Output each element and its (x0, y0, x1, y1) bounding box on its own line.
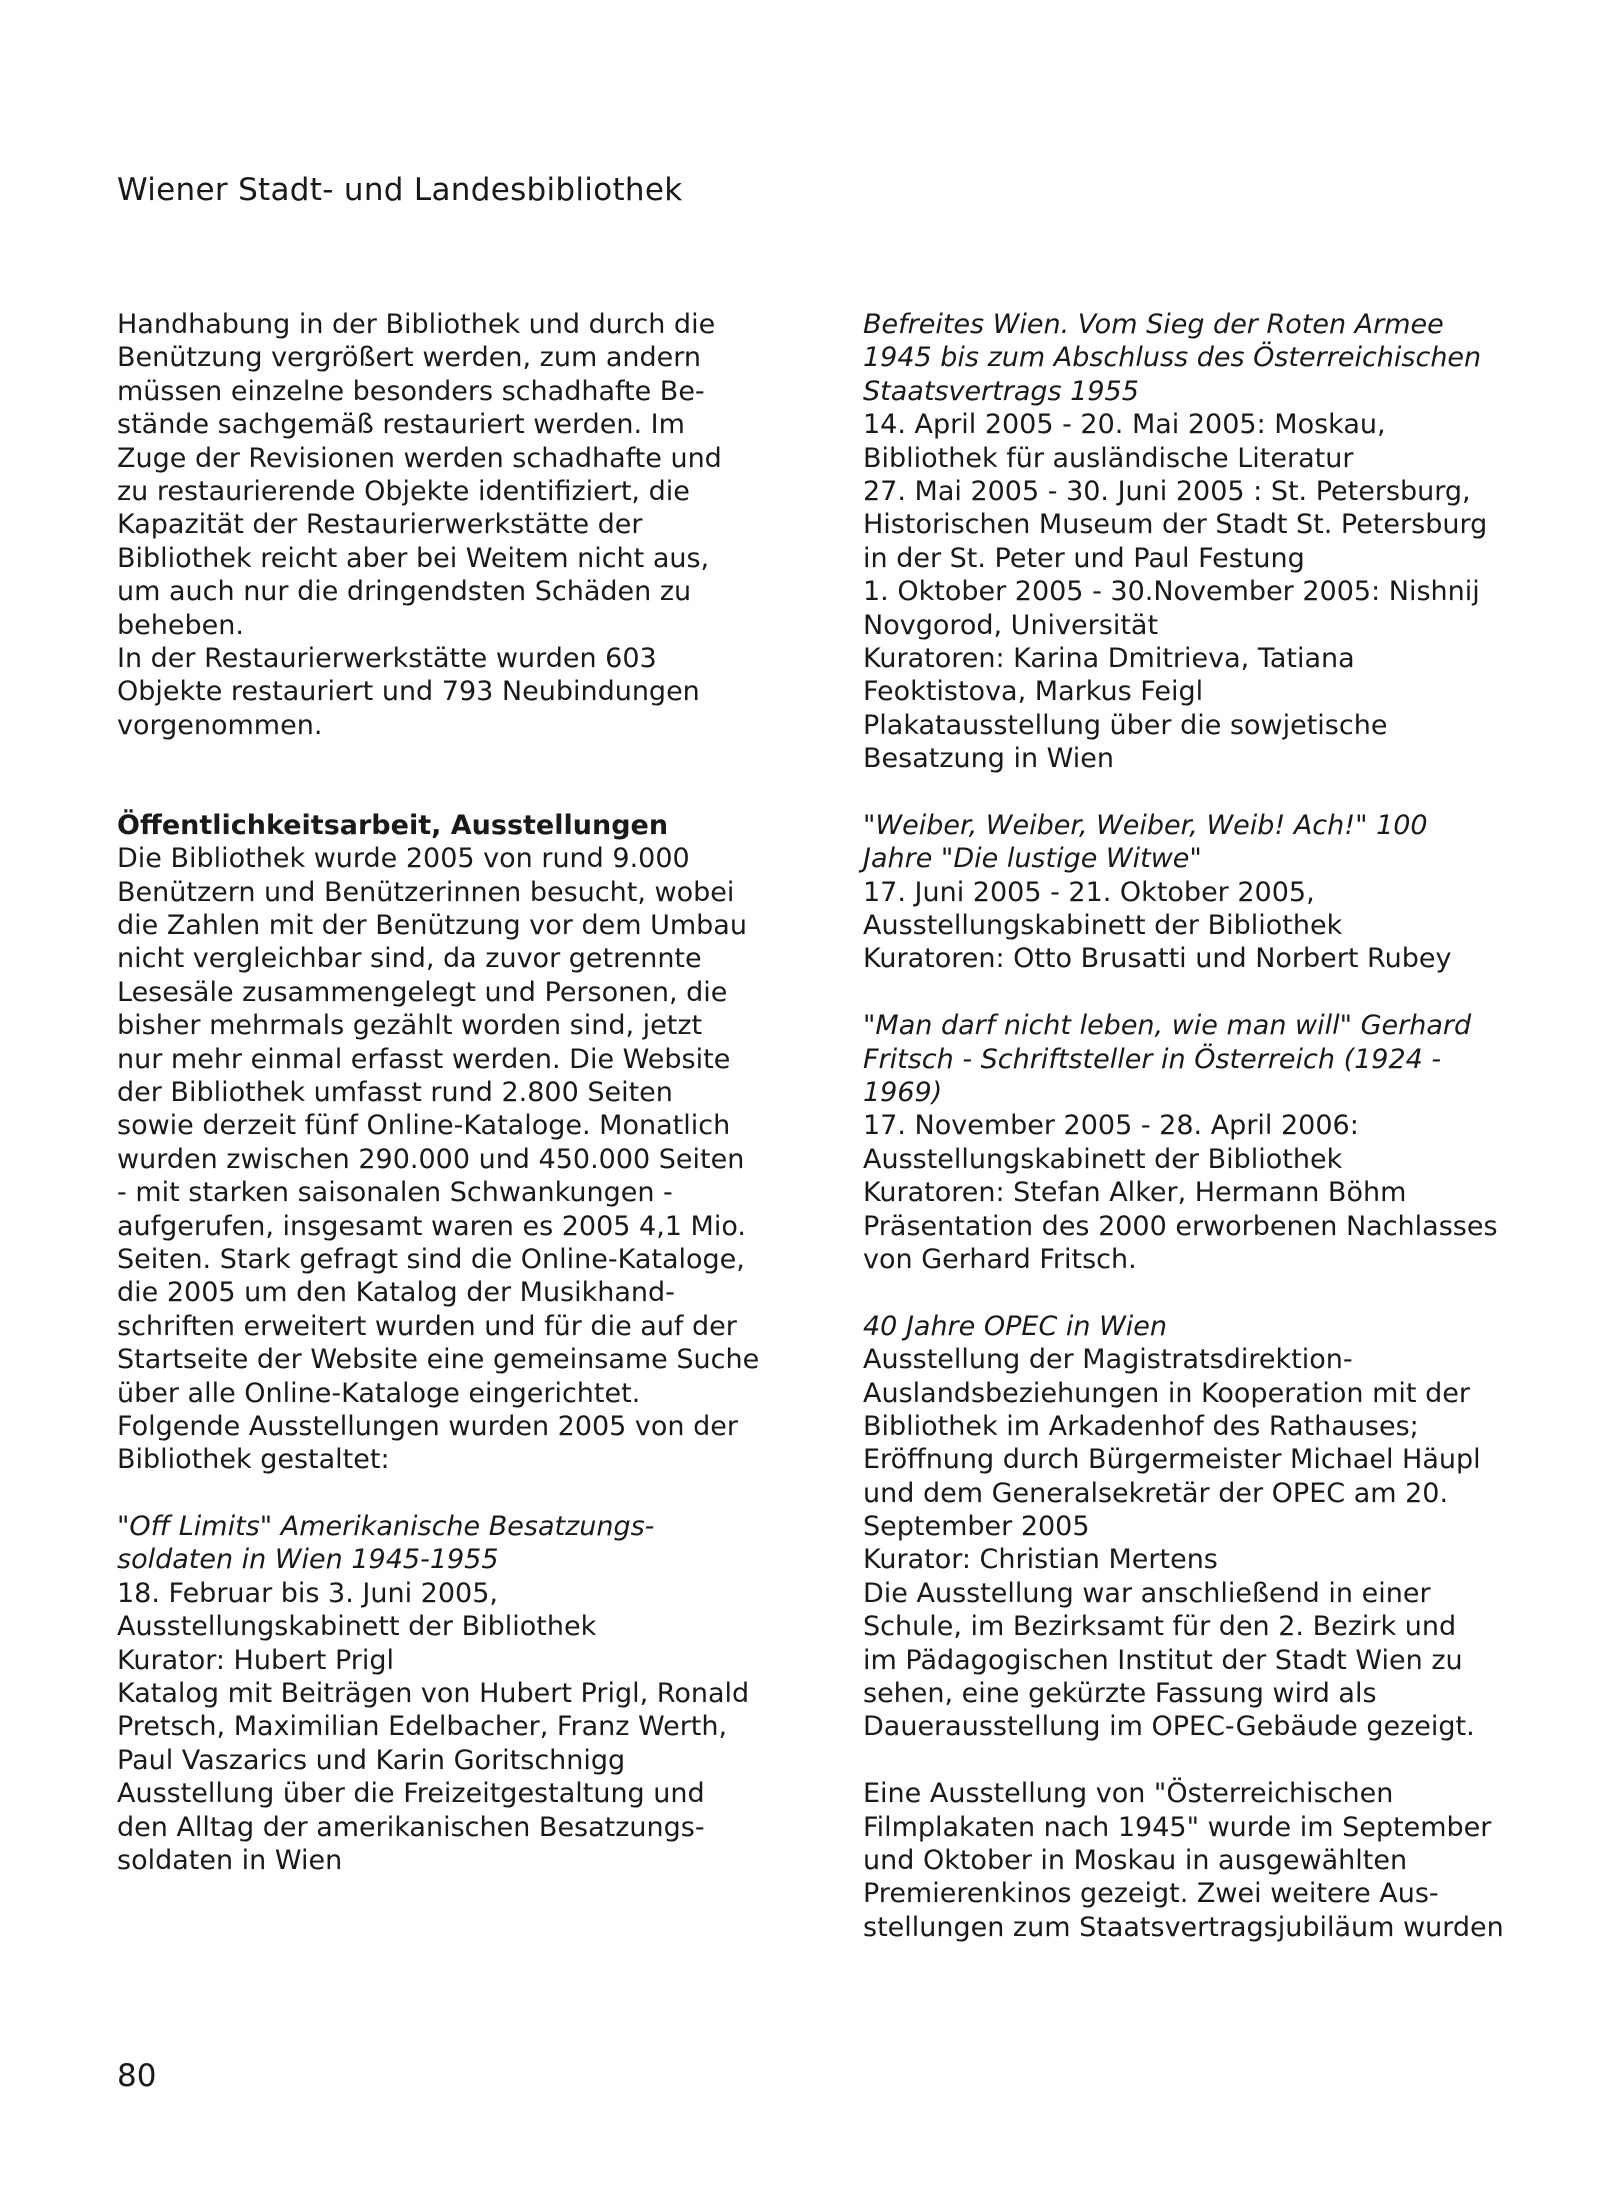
text-line: in der St. Peter und Paul Festung (863, 542, 1305, 574)
exhibition-title-line: soldaten in Wien 1945-1955 (117, 1544, 499, 1576)
text-line: Plakatausstellung über die sowjetische (863, 709, 1388, 741)
text-line: aufgerufen, insgesamt waren es 2005 4,1 Mio. (117, 1210, 746, 1242)
text-line: Objekte restauriert und 793 Neubindungen (117, 676, 700, 708)
text-line: über alle Online-Kataloge eingerichtet. (117, 1377, 641, 1409)
text-line: Auslandsbeziehungen in Kooperation mit der (863, 1377, 1470, 1409)
text-line: Ausstellung der Magistratsdirektion- (863, 1344, 1353, 1376)
paragraph-gap (863, 976, 1543, 1009)
text-line: Dauerausstellung im OPEC-Gebäude gezeigt. (863, 1711, 1475, 1743)
text-line: nur mehr einmal erfasst werden. Die Website (117, 1043, 731, 1075)
text-line: im Pädagogischen Institut der Stadt Wien zu (863, 1644, 1463, 1676)
text-line: Kapazität der Restaurierwerkstätte der (117, 509, 643, 541)
text-line: Handhabung in der Bibliothek und durch die (117, 309, 716, 340)
paragraph-gap (117, 1477, 797, 1510)
text-line: die Zahlen mit der Benützung vor dem Umbau (117, 910, 747, 942)
text-line: Bibliothek gestaltet: (117, 1444, 390, 1476)
paragraph-gap (117, 742, 797, 775)
left-column (117, 308, 797, 1877)
paragraph-gap (863, 1744, 1543, 1777)
text-line: beheben. (117, 609, 244, 641)
text-line: müssen einzelne besonders schadhafte Be- (117, 375, 705, 407)
text-line: Kurator: Christian Mertens (863, 1544, 1218, 1576)
text-line: Ausstellungskabinett der Bibliothek (863, 910, 1343, 942)
text-line: Eröffnung durch Bürgermeister Michael Häupl (863, 1444, 1481, 1476)
text-line: Folgende Ausstellungen wurden 2005 von der (117, 1410, 738, 1442)
text-line: Ausstellungskabinett der Bibliothek (117, 1611, 597, 1643)
text-line: Seiten. Stark gefragt sind die Online-Kataloge, (117, 1243, 745, 1275)
exhibition-title-line: 1969) (863, 1076, 943, 1108)
exhibition-title-line: "Man darf nicht leben, wie man will" Gerhard (863, 1010, 1472, 1042)
text-line: zu restaurierende Objekte identifiziert, die (117, 475, 690, 507)
text-line: sowie derzeit fünf Online-Kataloge. Monatlich (117, 1110, 731, 1142)
text-line: - mit starken saisonalen Schwankungen - (117, 1177, 673, 1209)
text-line: 27. Mai 2005 - 30. Juni 2005 : St. Petersburg, (863, 475, 1471, 507)
text-line: Präsentation des 2000 erworbenen Nachlasses (863, 1210, 1498, 1242)
exhibition-title-line: Fritsch - Schriftsteller in Österreich (1924 - (863, 1043, 1442, 1075)
text-line: In der Restaurierwerkstätte wurden 603 (117, 642, 657, 674)
text-line: Bibliothek reicht aber bei Weitem nicht aus, (117, 542, 710, 574)
paragraph-gap (117, 775, 797, 808)
text-line: Benützern und Benützerinnen besucht, wobei (117, 876, 735, 908)
section-heading: Öffentlichkeitsarbeit, Ausstellungen (117, 809, 669, 841)
text-line: Bibliothek für ausländische Literatur (863, 442, 1354, 474)
running-header: Wiener Stadt- und Landesbibliothek (117, 172, 683, 208)
text-line: Lesesäle zusammengelegt und Personen, die (117, 976, 728, 1008)
text-line: stellungen zum Staatsvertragsjubiläum wurden (863, 1911, 1504, 1943)
paragraph-gap (863, 775, 1543, 808)
text-line: Kuratoren: Karina Dmitrieva, Tatiana (863, 642, 1355, 674)
text-line: Kurator: Hubert Prigl (117, 1644, 395, 1676)
text-line: 18. Februar bis 3. Juni 2005, (117, 1577, 498, 1609)
text-line: schriften erweitert wurden und für die auf der (117, 1310, 737, 1342)
text-line: Feoktistova, Markus Feigl (863, 676, 1204, 708)
text-line: Filmplakaten nach 1945" wurde im September (863, 1811, 1492, 1843)
text-line: Kuratoren: Stefan Alker, Hermann Böhm (863, 1177, 1407, 1209)
text-line: von Gerhard Fritsch. (863, 1243, 1137, 1275)
text-line: 17. November 2005 - 28. April 2006: (863, 1110, 1359, 1142)
text-line: Historischen Museum der Stadt St. Petersburg (863, 509, 1488, 541)
text-line: Bibliothek im Arkadenhof des Rathauses; (863, 1410, 1419, 1442)
text-line: Kuratoren: Otto Brusatti und Norbert Rubey (863, 943, 1452, 975)
page-number: 80 (117, 2058, 157, 2094)
text-line: und Oktober in Moskau in ausgewählten (863, 1844, 1408, 1876)
exhibition-title-line: 40 Jahre OPEC in Wien (863, 1310, 1168, 1342)
text-line: Ausstellungskabinett der Bibliothek (863, 1143, 1343, 1175)
text-line: Schule, im Bezirksamt für den 2. Bezirk und (863, 1611, 1457, 1643)
text-line: Katalog mit Beiträgen von Hubert Prigl, Ronald (117, 1678, 750, 1710)
text-line: Premierenkinos gezeigt. Zwei weitere Aus- (863, 1878, 1439, 1910)
right-column (863, 308, 1543, 1944)
exhibition-title-line: Jahre "Die lustige Witwe" (863, 843, 1202, 875)
text-line: sehen, eine gekürzte Fassung wird als (863, 1678, 1377, 1710)
exhibition-title-line: Staatsvertrags 1955 (863, 375, 1139, 407)
exhibition-title-line: Befreites Wien. Vom Sieg der Roten Armee (863, 309, 1444, 340)
text-line: Besatzung in Wien (863, 743, 1114, 775)
text-line: 14. April 2005 - 20. Mai 2005: Moskau, (863, 409, 1386, 441)
exhibition-title-line: "Weiber, Weiber, Weiber, Weib! Ach!" 100 (863, 809, 1428, 841)
text-line: bisher mehrmals gezählt worden sind, jetzt (117, 1010, 703, 1042)
text-line: die 2005 um den Katalog der Musikhand- (117, 1277, 675, 1309)
text-line: vorgenommen. (117, 709, 323, 741)
text-line: Zuge der Revisionen werden schadhafte und (117, 442, 722, 474)
text-line: 17. Juni 2005 - 21. Oktober 2005, (863, 876, 1315, 908)
text-line: Eine Ausstellung von "Österreichischen (863, 1778, 1394, 1810)
text-line: wurden zwischen 290.000 und 450.000 Seiten (117, 1143, 745, 1175)
text-line: 1. Oktober 2005 - 30.November 2005: Nishnij (863, 576, 1480, 608)
text-line: Die Ausstellung war anschließend in einer (863, 1577, 1431, 1609)
text-line: stände sachgemäß restauriert werden. Im (117, 409, 685, 441)
text-line: September 2005 (863, 1511, 1090, 1543)
exhibition-title-line: 1945 bis zum Abschluss des Österreichischen (863, 342, 1482, 374)
text-line: nicht vergleichbar sind, da zuvor getrennte (117, 943, 702, 975)
text-line: Pretsch, Maximilian Edelbacher, Franz Werth, (117, 1711, 728, 1743)
text-line: Novgorod, Universität (863, 609, 1159, 641)
exhibition-title-line: "Off Limits" Amerikanische Besatzungs- (117, 1511, 655, 1543)
paragraph-gap (863, 1276, 1543, 1309)
text-line: soldaten in Wien (117, 1844, 343, 1876)
text-line: den Alltag der amerikanischen Besatzungs- (117, 1811, 705, 1843)
text-line: Paul Vaszarics und Karin Goritschnigg (117, 1744, 626, 1776)
text-line: Die Bibliothek wurde 2005 von rund 9.000 (117, 843, 690, 875)
text-line: Ausstellung über die Freizeitgestaltung und (117, 1778, 705, 1810)
text-line: der Bibliothek umfasst rund 2.800 Seiten (117, 1076, 673, 1108)
text-line: und dem Generalsekretär der OPEC am 20. (863, 1477, 1449, 1509)
text-line: Startseite der Website eine gemeinsame Suche (117, 1344, 760, 1376)
text-line: um auch nur die dringendsten Schäden zu (117, 576, 692, 608)
text-line: Benützung vergrößert werden, zum andern (117, 342, 701, 374)
